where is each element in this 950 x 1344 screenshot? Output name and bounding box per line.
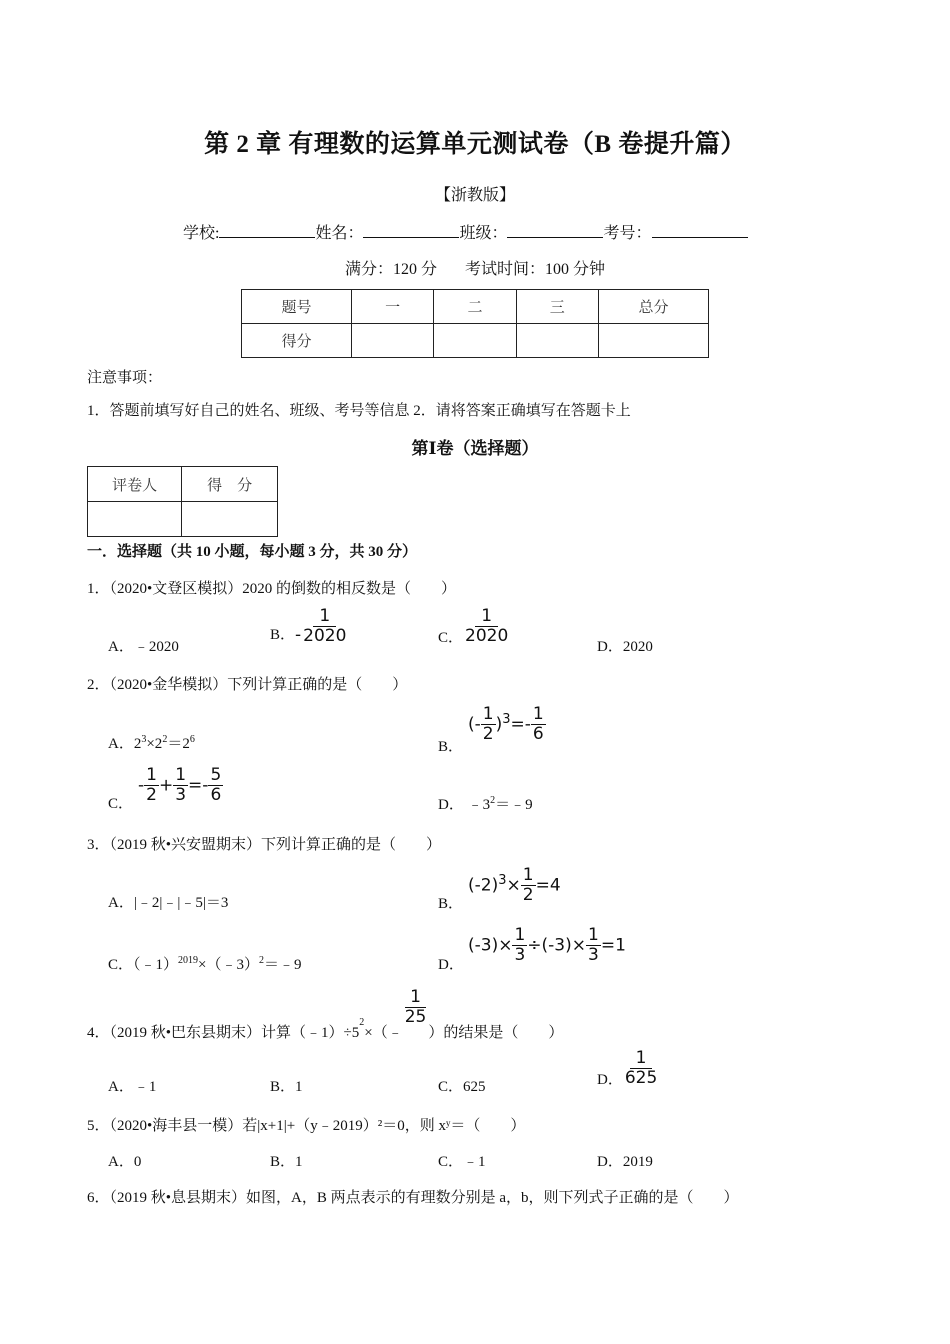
school-field[interactable] bbox=[219, 221, 315, 238]
score-header-cell: 三 bbox=[516, 290, 598, 324]
formula-image: - $\frac{1}{2}$ + $\frac{1}{3}$ =- $\frac{5}{6}$ bbox=[138, 765, 222, 805]
edition-label: 【浙教版】 bbox=[434, 187, 515, 204]
option-label: C． bbox=[108, 957, 134, 973]
denominator: 2020 bbox=[465, 626, 509, 646]
score-header-cell: 一 bbox=[352, 290, 434, 324]
option-text: 0 bbox=[133, 1154, 142, 1170]
numerator: 1 bbox=[405, 988, 426, 1008]
exam-info bbox=[0, 256, 950, 279]
class-label: 班级： bbox=[459, 225, 508, 242]
exam-number-label: 考号： bbox=[603, 225, 652, 242]
option-label: B． bbox=[270, 627, 296, 643]
option-label: C． bbox=[438, 1079, 464, 1095]
fraction bbox=[301, 607, 348, 646]
notice-text: 1．答题前填写好自己的姓名、班级、考号等信息 2．请将答案正确填写在答题卡上 bbox=[87, 403, 631, 419]
exponent: 2 bbox=[359, 1016, 365, 1028]
notice-heading: 注意事项： bbox=[87, 370, 163, 386]
formula-image: $(-2)^3\times$ $\frac{1}{2}$ =4 bbox=[468, 865, 561, 905]
section-title: 一．选择题（共 10 小题，每小题 3 分，共 30 分） bbox=[87, 544, 418, 560]
question-6 bbox=[87, 1186, 739, 1207]
fraction bbox=[463, 607, 510, 646]
question-stem: ×（﹣ bbox=[364, 1024, 403, 1041]
option-label: D． bbox=[597, 1071, 623, 1088]
question-number: 5． bbox=[87, 1118, 110, 1134]
score-cell[interactable] bbox=[516, 324, 598, 358]
score-header-cell: 题号 bbox=[242, 290, 352, 324]
q2-option-a: A．$2^3\times 2^2=2^6$ bbox=[108, 734, 195, 752]
name-label: 姓名： bbox=[315, 225, 364, 242]
q2-option-b bbox=[438, 704, 544, 755]
formula-image: (- $\frac{1}{2}$ )$^3$=- $\frac{1}{6}$ bbox=[468, 704, 544, 744]
grader-cell[interactable] bbox=[182, 502, 278, 537]
q5-option-a bbox=[108, 1150, 141, 1171]
option-label: A． bbox=[108, 1079, 134, 1095]
q1-option-b bbox=[270, 607, 348, 646]
option-text: 2020 bbox=[622, 639, 653, 655]
q3-option-c: C．（﹣1）$^{2019}$×（﹣3）$^2$＝﹣9 bbox=[108, 955, 302, 973]
name-field[interactable] bbox=[363, 221, 459, 238]
q1-option-a bbox=[108, 635, 179, 656]
question-3 bbox=[87, 833, 441, 854]
question-5 bbox=[87, 1114, 525, 1135]
minus-sign: - bbox=[295, 624, 302, 645]
option-label: D． bbox=[438, 797, 464, 813]
student-info-line bbox=[183, 220, 748, 243]
part-title: 第Ⅰ卷（选择题） bbox=[411, 439, 539, 458]
score-table bbox=[241, 289, 709, 358]
question-number: 6． bbox=[87, 1190, 110, 1206]
grader-header-cell: 评卷人 bbox=[88, 467, 182, 502]
school-label: 学校: bbox=[183, 225, 220, 242]
denominator: 25 bbox=[404, 1007, 427, 1027]
question-1 bbox=[87, 577, 456, 598]
score-row-label: 得分 bbox=[242, 324, 352, 358]
score-header-cell: 总分 bbox=[598, 290, 708, 324]
q3-option-d bbox=[438, 925, 626, 973]
question-number: 1． bbox=[87, 581, 110, 597]
option-text: ﹣1 bbox=[133, 1079, 157, 1095]
exam-number-field[interactable] bbox=[652, 221, 748, 238]
numerator: 1 bbox=[630, 1049, 653, 1069]
option-label: A． bbox=[108, 639, 134, 655]
q3-option-a bbox=[108, 891, 228, 912]
option-label: D． bbox=[438, 957, 464, 973]
q3-option-b bbox=[438, 865, 561, 912]
option-label: B． bbox=[438, 739, 464, 755]
formula-image: (-3)× $\frac{1}{3}$ ÷(-3)× $\frac{1}{3}$ =1 bbox=[468, 925, 626, 965]
q4-option-b bbox=[270, 1075, 303, 1096]
grader-header-cell: 得 分 bbox=[182, 467, 278, 502]
q2-option-c bbox=[108, 765, 222, 812]
question-stem: （2020•文登区模拟）2020 的倒数的相反数是（ ） bbox=[109, 581, 457, 597]
option-label: B． bbox=[270, 1079, 296, 1095]
option-text: 1 bbox=[295, 1154, 303, 1170]
question-stem: （2019 秋•兴安盟期末）下列计算正确的是（ ） bbox=[109, 837, 442, 853]
option-text: ﹣2020 bbox=[133, 639, 179, 655]
question-number: 2． bbox=[87, 677, 110, 693]
question-stem: （2019 秋•巴东县期末）计算（﹣1）÷5 bbox=[109, 1024, 360, 1041]
option-label: C． bbox=[438, 1154, 464, 1170]
question-stem: （2020•海丰县一模）若|x+1|+（y﹣2019）²＝0，则 xʸ＝（ ） bbox=[109, 1118, 526, 1134]
full-score: 满分：120 分 bbox=[344, 261, 437, 278]
grader-table bbox=[87, 466, 278, 537]
question-stem: （2019 秋•息县期末）如图，A，B 两点表示的有理数分别是 a，b，则下列式子正确的是（ ） bbox=[109, 1190, 739, 1206]
q4-option-c bbox=[438, 1075, 486, 1096]
option-text: 2019 bbox=[622, 1154, 653, 1170]
question-stem: ）的结果是（ ） bbox=[428, 1024, 564, 1041]
question-stem: （2020•金华模拟）下列计算正确的是（ ） bbox=[109, 677, 408, 693]
denominator: 2020 bbox=[303, 626, 347, 646]
score-cell[interactable] bbox=[434, 324, 516, 358]
page-title: 第 2 章 有理数的运算单元测试卷（B 卷提升篇） bbox=[204, 131, 746, 158]
q5-option-b bbox=[270, 1150, 303, 1171]
option-label: C． bbox=[438, 629, 464, 646]
q2-option-d: D． $﹣3^2=﹣9$ bbox=[438, 795, 533, 813]
option-label: A． bbox=[108, 895, 134, 911]
numerator: 1 bbox=[475, 607, 498, 627]
exam-time: 考试时间：100 分钟 bbox=[465, 261, 606, 278]
option-label: D． bbox=[597, 1154, 623, 1170]
q4-option-a bbox=[108, 1075, 156, 1096]
score-header-cell: 二 bbox=[434, 290, 516, 324]
option-text: |﹣2|﹣|﹣5|＝3 bbox=[133, 895, 229, 911]
score-cell[interactable] bbox=[598, 324, 708, 358]
fraction bbox=[623, 1049, 659, 1088]
class-field[interactable] bbox=[507, 221, 603, 238]
option-text: 1 bbox=[295, 1079, 303, 1095]
q1-option-d bbox=[597, 635, 653, 656]
q4-option-d bbox=[597, 1049, 659, 1088]
grader-cell[interactable] bbox=[88, 502, 182, 537]
fraction bbox=[403, 988, 429, 1027]
q5-option-c bbox=[438, 1150, 486, 1171]
numerator: 1 bbox=[313, 607, 336, 627]
option-text: 625 bbox=[463, 1079, 486, 1095]
question-2 bbox=[87, 673, 407, 694]
denominator: 625 bbox=[624, 1068, 658, 1088]
question-number: 4． bbox=[87, 1024, 110, 1041]
q1-option-c bbox=[438, 607, 510, 646]
question-number: 3． bbox=[87, 837, 110, 853]
option-label: B． bbox=[438, 896, 464, 912]
option-label: A． bbox=[108, 736, 134, 752]
score-cell[interactable] bbox=[352, 324, 434, 358]
q5-option-d bbox=[597, 1150, 653, 1171]
option-text: ﹣1 bbox=[463, 1154, 486, 1170]
option-label: A． bbox=[108, 1154, 134, 1170]
option-label: C． bbox=[108, 796, 134, 812]
option-label: D． bbox=[597, 639, 623, 655]
option-label: B． bbox=[270, 1154, 296, 1170]
